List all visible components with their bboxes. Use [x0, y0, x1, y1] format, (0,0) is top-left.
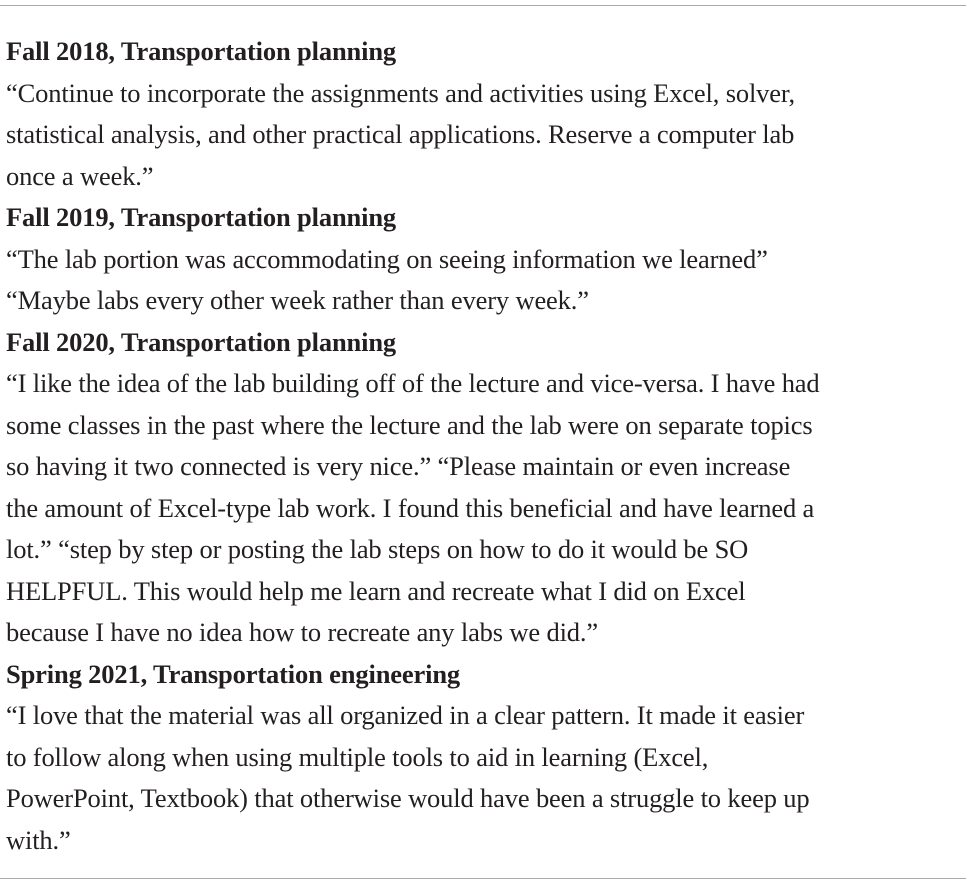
quote-line: “Maybe labs every other week rather than every week.” [6, 285, 589, 315]
quote-line: with.” [6, 824, 71, 855]
section-heading: Spring 2021, Transportation engineering [6, 658, 461, 689]
table-top-rule [0, 5, 966, 6]
quote-line: once a week.” [6, 160, 154, 191]
quote-line: to follow along when using multiple tools to aid in learning (Excel, [6, 741, 709, 772]
quote-line: PowerPoint, Textbook) that otherwise would have been a struggle to keep up [6, 783, 810, 813]
quote-line: “The lab portion was accommodating on seeing information we learned” [6, 243, 768, 274]
section-fall-2019 [6, 197, 961, 322]
quote-line: “Continue to incorporate the assignments and activities using Excel, solver, [6, 77, 795, 108]
section-quote [6, 73, 961, 198]
quote-line: statistical analysis, and other practical applications. Reserve a computer lab [6, 119, 795, 149]
section-quote [6, 695, 961, 861]
section-fall-2018 [6, 31, 961, 197]
section-fall-2020 [6, 322, 961, 654]
quote-line: the amount of Excel-type lab work. I found this beneficial and have learned a [6, 492, 815, 523]
quote-line: because I have no idea how to recreate any labs we did.” [6, 617, 598, 647]
table-content [6, 31, 961, 861]
quote-line: “I like the idea of the lab building off of the lecture and vice-versa. I have had [6, 368, 820, 398]
quote-line: so having it two connected is very nice.” “Please maintain or even increase [6, 451, 791, 481]
section-heading: Fall 2020, Transportation planning [6, 326, 397, 357]
section-heading: Fall 2019, Transportation planning [6, 202, 397, 232]
quote-line: HELPFUL. This would help me learn and recreate what I did on Excel [6, 575, 746, 606]
section-quote [6, 363, 961, 654]
section-quote [6, 239, 961, 322]
section-spring-2021 [6, 654, 961, 862]
quote-line: “I love that the material was all organized in a clear pattern. It made it easier [6, 700, 805, 730]
quote-line: some classes in the past where the lecture and the lab were on separate topics [6, 409, 813, 440]
section-heading: Fall 2018, Transportation planning [6, 36, 397, 66]
quote-line: lot.” “step by step or posting the lab steps on how to do it would be SO [6, 534, 749, 564]
table-bottom-rule [0, 878, 966, 879]
